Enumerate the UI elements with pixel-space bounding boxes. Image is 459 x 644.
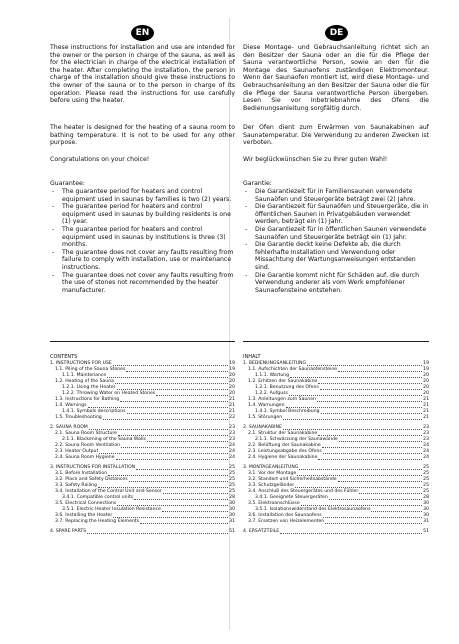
toc-page-number: 30 xyxy=(229,507,235,512)
toc-leader-dots xyxy=(98,487,228,488)
toc-entry-title: 3.2. Place and Safety Distances xyxy=(55,477,128,482)
toc-page-number: 20 xyxy=(423,379,429,384)
guarantee-item: - Die Garantiezeit für Saunaöfen und Steuergeräte, die in öffentlichen Saunen in Privatgebäuden verwendet werden, beträgt ein (1) Jahr. xyxy=(243,203,429,226)
toc-entry-title: 4. ERSATZTEILE xyxy=(243,529,280,534)
toc-entry-title: 1.2.2. Throwing Water on Heated Stones xyxy=(62,391,156,396)
toc-entry-title: 1.1. Aufschichten der Saunaofensteine xyxy=(248,367,338,372)
toc-leader-dots xyxy=(338,481,423,482)
toc-leader-dots xyxy=(156,395,228,396)
toc-leader-dots xyxy=(134,499,228,500)
toc-entry-title: 3.1. Vor der Montage xyxy=(248,471,297,476)
toc-page-number: 25 xyxy=(423,471,429,476)
toc-leader-dots xyxy=(318,459,422,460)
toc-leader-dots xyxy=(318,383,422,384)
language-badge-en: EN xyxy=(131,25,154,41)
intro-paragraph: Diese Montage- und Gebrauchsanleitung richtet sich an den Besitzer der Sauna oder an die für die Pflege der Sauna verantwortliche Person, sowie an den für die Montage des Saunaofens zuständigen Elektromonteur. Wenn der Saunaofen montiert ist, wird diese Montage- und Gebrauchsanleitung an den Besitzer der Sauna oder die für die Pflege der Sauna verantwortliche Person übergeben. Lesen Sie vor Inbetriebnahme des Ofens die Bedienungsanleitung sorgfältig durch. xyxy=(243,44,429,112)
toc-page-number: 24 xyxy=(229,449,235,454)
toc-page-number: 21 xyxy=(423,409,429,414)
toc-leader-dots xyxy=(283,419,422,420)
toc-leader-dots xyxy=(117,389,229,390)
toc-entry-title: 1.4. Warnungen xyxy=(248,403,285,408)
toc-entry-title: 3.5.1. Electric Heater Insulation Resistance xyxy=(62,507,161,512)
toc-entry-title: 2.3. Heater Output xyxy=(55,449,99,454)
toc-entry-title: 2.2. Belüftung der Saunakabine xyxy=(248,443,321,448)
toc-entry-title: 1.2. Heating of the Sauna xyxy=(55,379,114,384)
contents-title: INHALT xyxy=(243,354,261,360)
guarantee-list xyxy=(50,188,235,294)
guarantee-item: - The guarantee period for heaters and control equipment used in saunas by building residents is one (1) year. xyxy=(50,203,235,226)
toc-page-number: 20 xyxy=(229,391,235,396)
toc-page-number: 23 xyxy=(229,425,235,430)
table-of-contents xyxy=(243,361,429,535)
toc-leader-dots xyxy=(322,447,422,448)
toc-leader-dots xyxy=(113,517,228,518)
toc-page-number: 20 xyxy=(423,373,429,378)
toc-entry-title: 3.4.1. Geeignete Steuergeräten xyxy=(255,495,328,500)
toc-page-number: 24 xyxy=(423,455,429,460)
toc-leader-dots xyxy=(307,365,422,366)
toc-entry-title: 3.3. Schutzgeländer xyxy=(248,483,295,488)
toc-page-number: 25 xyxy=(229,465,235,470)
toc-leader-dots xyxy=(295,487,422,488)
toc-entry-title: 2.1.1. Blackening of the Sauna Walls xyxy=(62,437,146,442)
toc-leader-dots xyxy=(329,499,422,500)
toc-leader-dots xyxy=(338,371,422,372)
guarantee-item: - Die Garantiezeit für in öffentlichen Saunen verwendete Saunaöfen und Steuergeräte beträgt ein (1) Jahr. xyxy=(243,226,429,241)
toc-page-number: 23 xyxy=(423,431,429,436)
toc-entry-title: 2.2. Sauna Room Ventilation xyxy=(55,443,121,448)
toc-entry-title: 1.3. Instructions for Bathing xyxy=(55,397,120,402)
toc-leader-dots xyxy=(120,401,228,402)
toc-leader-dots xyxy=(299,469,422,470)
toc-leader-dots xyxy=(121,447,228,448)
toc-page-number: 30 xyxy=(229,501,235,506)
toc-page-number: 21 xyxy=(423,397,429,402)
toc-leader-dots xyxy=(320,389,422,390)
contents-title: CONTENTS xyxy=(50,354,78,360)
toc-page-number: 23 xyxy=(423,425,429,430)
toc-leader-dots xyxy=(136,469,228,470)
toc-leader-dots xyxy=(297,475,422,476)
toc-page-number: 23 xyxy=(229,437,235,442)
guarantee-item: - Die Garantie kommt nicht für Schäden auf, die durch Verwendung anderer als vom Werk empfohlener Saunaofensteine entstehen. xyxy=(243,272,429,295)
toc-entry-title: 1.4. Warnings xyxy=(55,403,87,408)
toc-page-number: 51 xyxy=(423,529,429,534)
toc-page-number: 19 xyxy=(423,367,429,372)
toc-leader-dots xyxy=(318,435,422,436)
toc-entry-title: 1.1. Piling of the Sauna Stones xyxy=(55,367,126,372)
toc-page-number: 21 xyxy=(229,397,235,402)
toc-leader-dots xyxy=(280,533,422,534)
toc-entry-title: 2.4. Hygiene der Saunakabine xyxy=(248,455,318,460)
guarantee-item: - Die Garantiezeit für in Familiensaunen verwendete Saunaöfen und Steuergeräte beträgt zwei (2) Jahre. xyxy=(243,188,429,203)
toc-leader-dots xyxy=(317,401,422,402)
toc-leader-dots xyxy=(140,523,228,524)
guarantee-item: - The guarantee does not cover any faults resulting from the use of stones not recommended by the heater manufacturer. xyxy=(50,272,235,295)
purpose-paragraph: The heater is designed for the heating of a sauna room to bathing temperature. It is not to be used for any other purpose. xyxy=(50,124,235,147)
toc-entry-title: 1.2. Erhitzen der Saunakabine xyxy=(248,379,318,384)
toc-leader-dots xyxy=(301,505,422,506)
toc-page-number: 51 xyxy=(229,529,235,534)
toc-leader-dots xyxy=(89,429,228,430)
toc-leader-dots xyxy=(99,453,228,454)
toc-page-number: 25 xyxy=(423,489,429,494)
toc-page-number: 20 xyxy=(423,385,429,390)
toc-entry-title: 3. INSTRUCTIONS FOR INSTALLATION xyxy=(50,465,136,470)
toc-entry-title: 3.6. Installing the Heater xyxy=(55,513,113,518)
toc-leader-dots xyxy=(87,533,228,534)
toc-page-number: 19 xyxy=(229,361,235,366)
toc-page-number: 24 xyxy=(423,449,429,454)
toc-page-number: 25 xyxy=(423,477,429,482)
toc-entry-title: 3. MONTAGEANLEITUNG xyxy=(243,465,299,470)
toc-entry-title: 2.1. Struktur der Saunakabine xyxy=(248,431,318,436)
toc-page-number: 31 xyxy=(423,519,429,524)
toc-page-number: 24 xyxy=(229,443,235,448)
toc-leader-dots xyxy=(129,481,229,482)
toc-leader-dots xyxy=(115,383,228,384)
toc-leader-dots xyxy=(290,377,422,378)
guarantee-title: Guarantee: xyxy=(50,180,85,187)
toc-entry-title: 1.1.1. Maintenance xyxy=(62,373,107,378)
table-of-contents xyxy=(50,361,235,535)
toc-page-number: 25 xyxy=(229,489,235,494)
toc-leader-dots xyxy=(113,365,228,366)
toc-leader-dots xyxy=(116,459,229,460)
section-divider xyxy=(50,341,235,342)
toc-leader-dots xyxy=(127,413,229,414)
toc-page-number: 24 xyxy=(423,443,429,448)
toc-entry[interactable] xyxy=(243,529,429,535)
toc-entry[interactable] xyxy=(50,529,235,535)
toc-leader-dots xyxy=(321,413,423,414)
toc-entry-title: 1.4.1. Symbol Beschreibung xyxy=(255,409,320,414)
toc-leader-dots xyxy=(339,441,422,442)
toc-page-number: 25 xyxy=(229,483,235,488)
toc-page-number: 19 xyxy=(229,367,235,372)
toc-leader-dots xyxy=(325,523,422,524)
guarantee-item: - The guarantee period for heaters and control equipment used in saunas by families is two (2) years. xyxy=(50,188,235,203)
toc-page-number: 21 xyxy=(423,415,429,420)
toc-entry-title: 3.7. Replacing the Heating Elements xyxy=(55,519,140,524)
toc-entry-title: 3.3. Safety Railing xyxy=(55,483,97,488)
toc-entry-title: 2.3. Leistungsabgabe des Ofens xyxy=(248,449,322,454)
toc-page-number: 30 xyxy=(423,507,429,512)
toc-entry-title: 1.2.1. Benutzung des Ofens xyxy=(255,385,319,390)
toc-page-number: 20 xyxy=(423,391,429,396)
toc-entry-title: 2.1.1. Schwärzung der Saunawände xyxy=(255,437,338,442)
toc-leader-dots xyxy=(283,429,422,430)
toc-page-number: 30 xyxy=(229,513,235,518)
toc-leader-dots xyxy=(88,407,229,408)
toc-page-number: 25 xyxy=(229,477,235,482)
toc-entry-title: 1. INSTRUCTIONS FOR USE xyxy=(50,361,112,366)
toc-entry-title: 3.5. Electrical Connections xyxy=(55,501,117,506)
toc-leader-dots xyxy=(118,435,228,436)
toc-page-number: 22 xyxy=(229,415,235,420)
toc-entry-title: 2.4. Sauna Room Hygiene xyxy=(55,455,115,460)
toc-page-number: 20 xyxy=(229,385,235,390)
column-divider xyxy=(229,18,230,630)
toc-leader-dots xyxy=(108,475,228,476)
guarantee-item: - The guarantee period for heaters and control equipment used in saunas by institutions is three (3) months. xyxy=(50,226,235,249)
toc-entry-title: 1.2.1. Using the Heater xyxy=(62,385,116,390)
toc-leader-dots xyxy=(371,511,422,512)
toc-entry-title: 3.7. Ersetzen von Heizelementen xyxy=(248,519,325,524)
toc-leader-dots xyxy=(107,377,228,378)
toc-entry-title: 2. SAUNA ROOM xyxy=(50,425,88,430)
section-divider xyxy=(243,341,429,342)
guarantee-item: - The guarantee does not cover any faults resulting from failure to comply with installation, use or maintenance instructions. xyxy=(50,249,235,272)
toc-entry-title: 1.1.1. Wartung xyxy=(255,373,290,378)
toc-entry-title: 3.4.1. Compatible control units xyxy=(62,495,134,500)
toc-entry-title: 3.4. Installation of the Control Unit and Sensor xyxy=(55,489,162,494)
guarantee-list xyxy=(243,188,429,294)
toc-entry-title: 1. BEDIENUNGSANLEITUNG xyxy=(243,361,307,366)
toc-page-number: 21 xyxy=(423,403,429,408)
congratulations-text: Wir beglückwünschen Sie zu Ihrer guten Wahl! xyxy=(243,156,388,163)
toc-leader-dots xyxy=(117,505,228,506)
toc-page-number: 31 xyxy=(229,519,235,524)
toc-entry-title: 1.5. Störungen xyxy=(248,415,283,420)
toc-leader-dots xyxy=(286,407,423,408)
toc-entry-title: 3.2. Standort und Sicherheitsabstände xyxy=(248,477,337,482)
toc-leader-dots xyxy=(103,419,228,420)
toc-leader-dots xyxy=(163,493,228,494)
toc-entry-title: 3.5. Elektroanschlüsse xyxy=(248,501,300,506)
toc-entry-title: 1.2.2. Aufguss xyxy=(255,391,288,396)
congratulations-text: Congratulations on your choice! xyxy=(50,156,150,163)
toc-entry-title: 1.5. Troubleshooting xyxy=(55,415,102,420)
toc-entry-title: 3.6. Installation des Saunaofens xyxy=(248,513,322,518)
guarantee-item: - Die Garantie deckt keine Defekte ab, die durch fehlerhafte Installation und Verwendung oder Missachtung der Wartungsanweisungen entstanden sind. xyxy=(243,241,429,271)
toc-page-number: 20 xyxy=(229,379,235,384)
toc-leader-dots xyxy=(323,453,422,454)
toc-entry-title: 1.4.1. Symbols descriptions xyxy=(62,409,126,414)
toc-page-number: 23 xyxy=(423,437,429,442)
toc-page-number: 21 xyxy=(229,409,235,414)
toc-page-number: 25 xyxy=(423,483,429,488)
toc-page-number: 23 xyxy=(229,431,235,436)
toc-entry-title: 3.1. Before Installation xyxy=(55,471,108,476)
toc-entry-title: 1.3. Anleitungen zum Saunen xyxy=(248,397,316,402)
purpose-paragraph: Der Ofen dient zum Erwärmen von Saunakabinen auf Saunatemperatur. Die Verwendung zu anderen Zwecken ist verboten. xyxy=(243,124,429,147)
toc-entry-title: 4. SPARE PARTS xyxy=(50,529,87,534)
toc-page-number: 28 xyxy=(229,495,235,500)
toc-leader-dots xyxy=(323,517,422,518)
toc-leader-dots xyxy=(162,511,228,512)
toc-leader-dots xyxy=(126,371,228,372)
toc-page-number: 30 xyxy=(423,501,429,506)
toc-page-number: 20 xyxy=(229,373,235,378)
toc-page-number: 25 xyxy=(423,465,429,470)
toc-entry-title: 2.1. Sauna Room Structure xyxy=(55,431,117,436)
toc-leader-dots xyxy=(147,441,228,442)
toc-entry-title: 2. SAUNAKABINE xyxy=(243,425,282,430)
toc-page-number: 30 xyxy=(423,513,429,518)
guarantee-title: Garantie: xyxy=(243,180,272,187)
toc-leader-dots xyxy=(289,395,422,396)
toc-entry-title: 3.5.1. Isolationswiderstand des Elektrosaunaofens xyxy=(255,507,371,512)
toc-page-number: 24 xyxy=(229,455,235,460)
toc-page-number: 25 xyxy=(229,471,235,476)
language-badge-de: DE xyxy=(325,25,348,41)
toc-leader-dots xyxy=(359,493,422,494)
intro-paragraph: These instructions for installation and use are intended for the owner or the person in charge of the sauna, as well as for the electrician in charge of the electrical installation of the heater. After completing the installation, the person in charge of the installation should give these instructions to the owner of the sauna or to the person in charge of its operation. Please read the instructions for use carefully before using the heater. xyxy=(50,44,235,105)
toc-page-number: 21 xyxy=(229,403,235,408)
toc-entry-title: 3.4. Anschluß des Steuergerätes und des Fühler xyxy=(248,489,359,494)
toc-page-number: 19 xyxy=(423,361,429,366)
toc-page-number: 28 xyxy=(423,495,429,500)
